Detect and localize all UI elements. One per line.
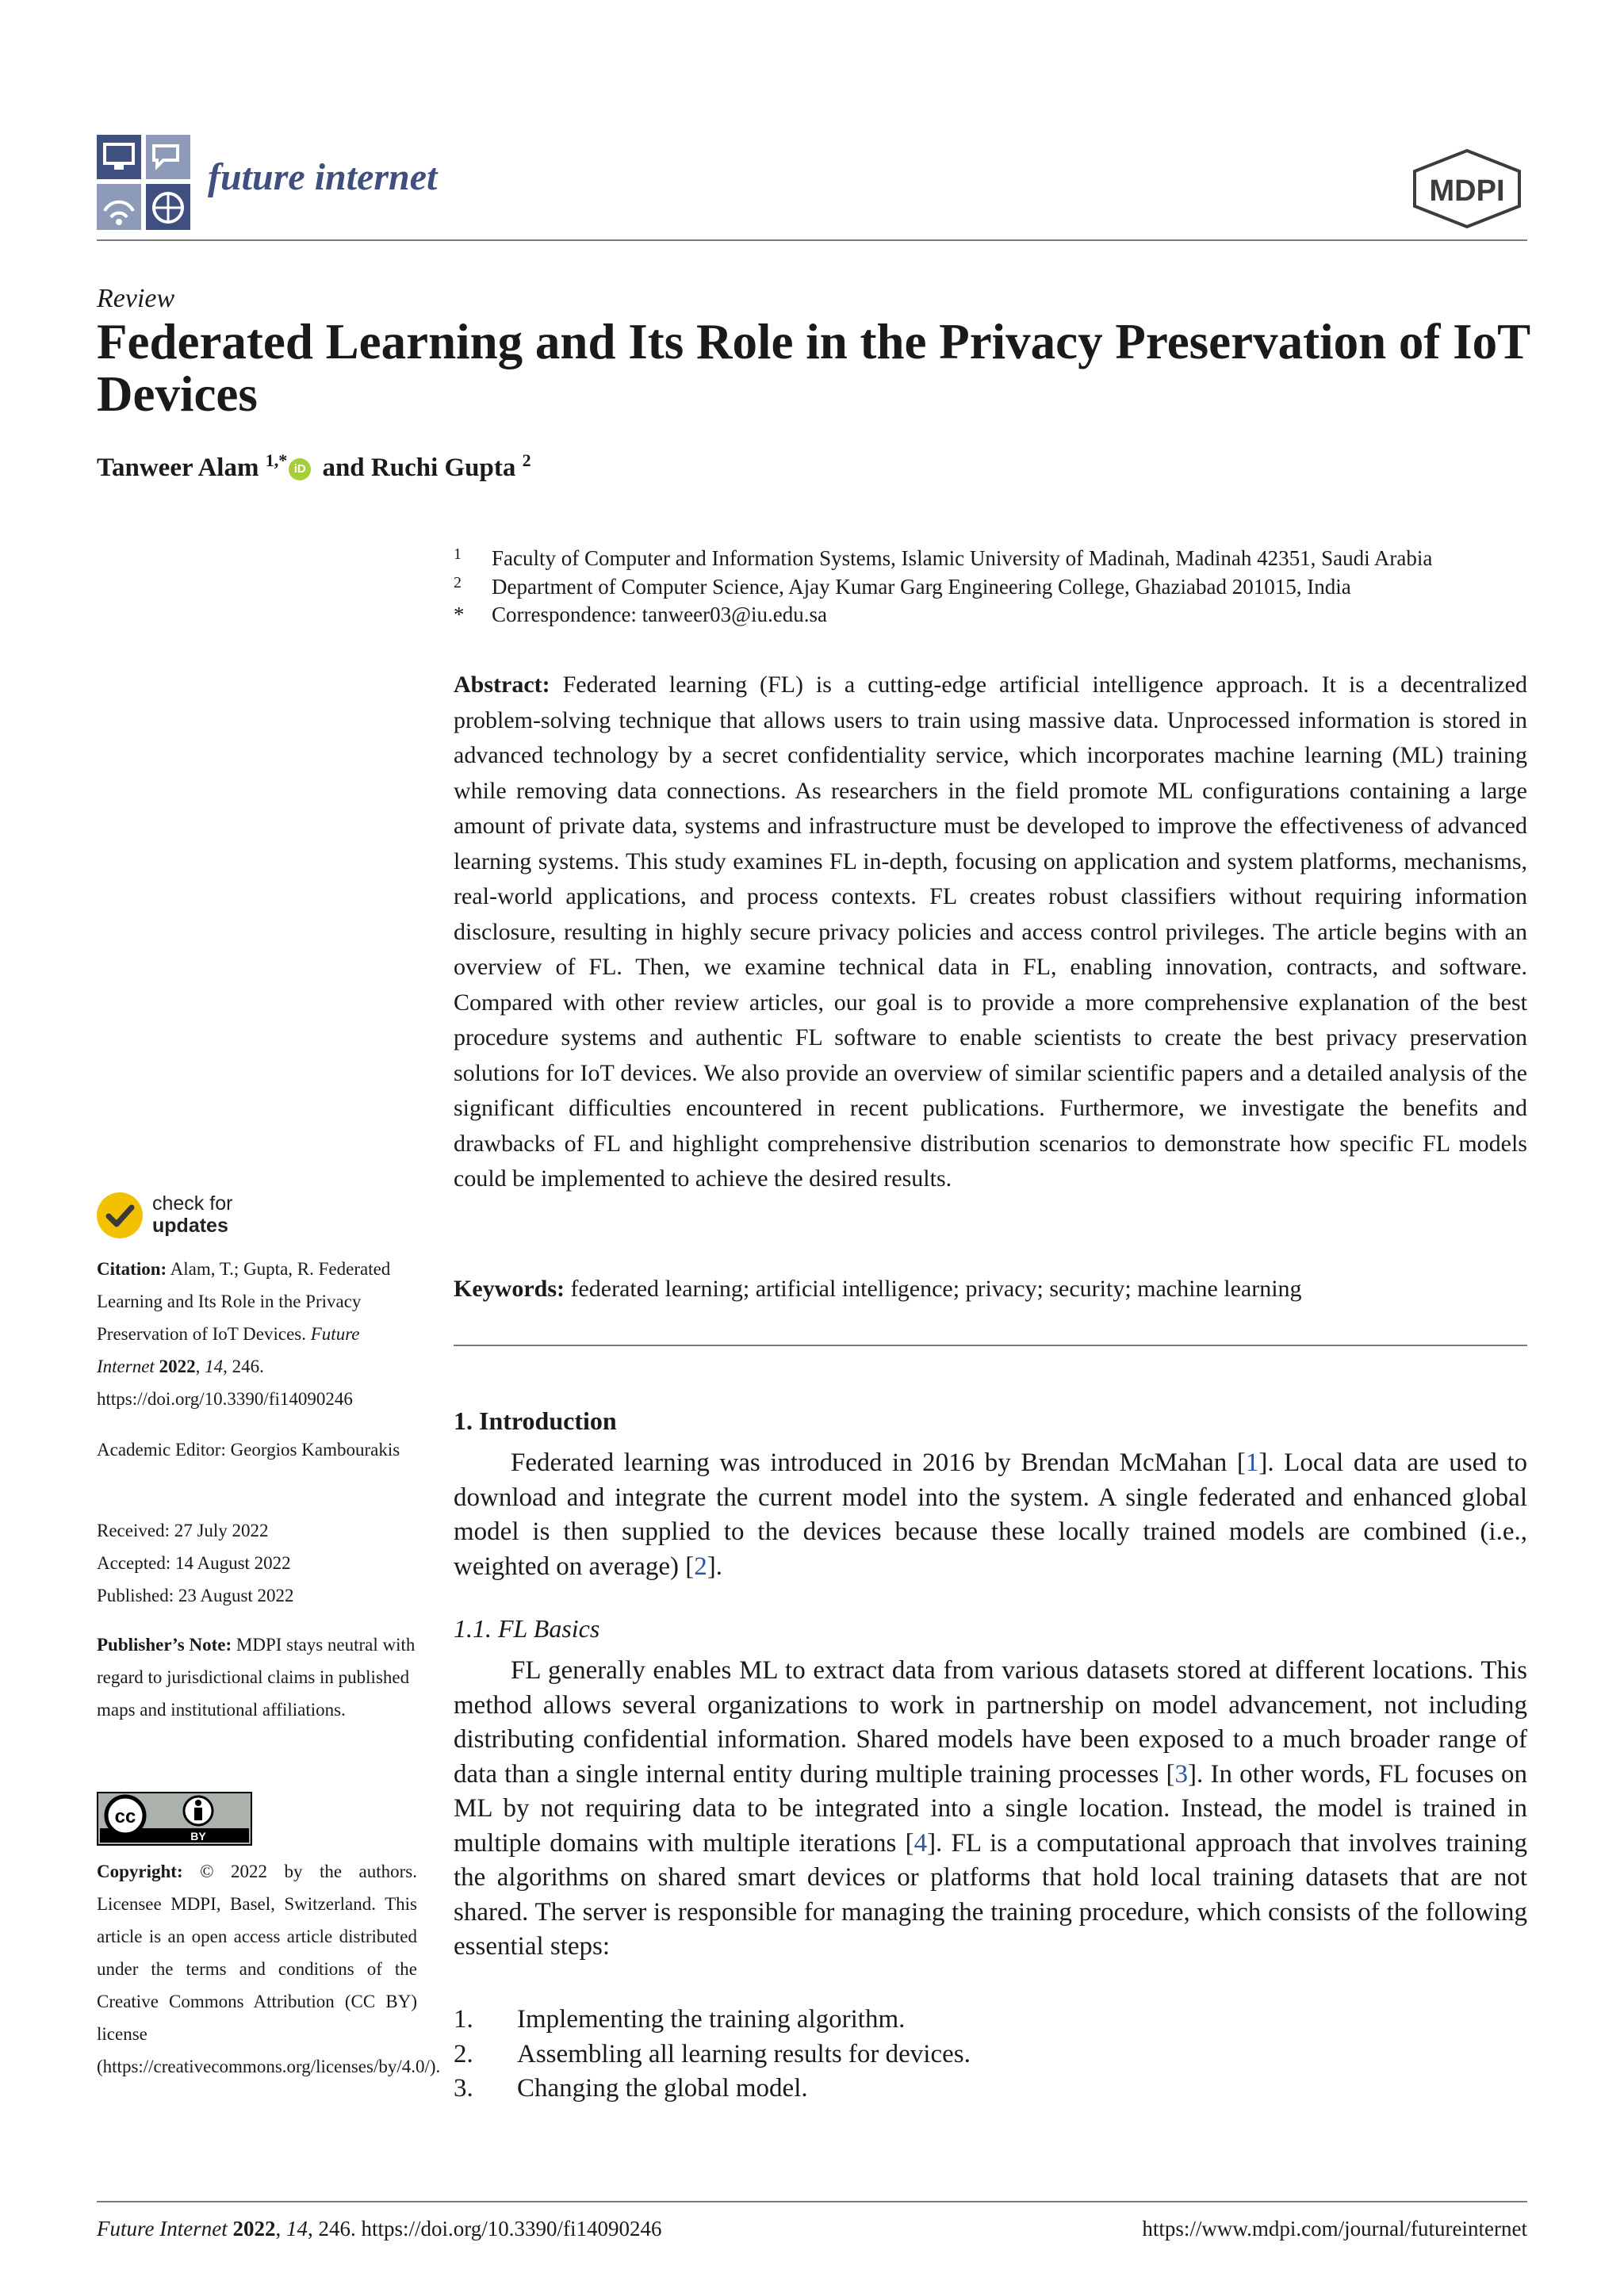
footer-volume: 14 (285, 2217, 308, 2241)
list-text: Assembling all learning results for devices. (517, 2039, 971, 2068)
check-for-updates-line: updates (152, 1215, 228, 1237)
author-name[interactable]: Tanweer Alam (97, 453, 259, 482)
citation-journal: Future Internet (97, 1324, 360, 1376)
list-number: 3. (454, 2074, 473, 2103)
steps-list (454, 2003, 1527, 2107)
article-type: Review (97, 284, 175, 313)
keywords-label: Keywords: (454, 1276, 565, 1302)
section-divider (454, 1345, 1527, 1346)
list-number: 2. (454, 2039, 473, 2068)
academic-editor: Academic Editor: Georgios Kambourakis (97, 1440, 400, 1460)
journal-name: future internet (208, 156, 438, 198)
paragraph-text: ]. FL is a computational approach that involves training the algorithms on shared smart devices or platforms that hold local training datasets that are not shared. The server is responsible for managing the training procedure, which consists of the following essential steps: (454, 1828, 1527, 1961)
author-affiliation-marks: 2 (522, 450, 531, 470)
paragraph-text: ]. (707, 1552, 723, 1581)
abstract-label: Abstract: (454, 672, 550, 698)
copyright-notice (97, 1855, 441, 2083)
check-for-updates-label (152, 1192, 232, 1237)
mdpi-logo-icon (1408, 147, 1526, 230)
footer-year: 2022 (232, 2217, 276, 2241)
publisher-note (97, 1628, 417, 1726)
abstract (454, 668, 1527, 1197)
check-for-updates-icon (97, 1192, 143, 1238)
section-heading: 1. Introduction (454, 1406, 617, 1435)
footer-divider (97, 2201, 1527, 2202)
paragraph-text: Federated learning was introduced in 2016 by Brendan McMahan [ (511, 1448, 1246, 1477)
list-item (454, 2038, 1527, 2072)
citation-link[interactable]: 1 (1245, 1448, 1259, 1477)
check-for-updates-button[interactable] (97, 1192, 287, 1248)
subsection-heading: 1.1. FL Basics (454, 1614, 600, 1643)
citation-block: Citation: Alam, T.; Gupta, R. Federated Learning and Its Role in the Privacy Preservation of IoT Devices. Future Internet 2022, 14, 246. https://doi.org/10.3390/fi14090246 (97, 1259, 391, 1409)
author-name[interactable]: Ruchi Gupta (370, 453, 516, 482)
paragraph-text: ]. In other words, FL focuses on ML by not requiring data to be integrated into a single location. Instead, the model is trained in multiple domains with multiple iterations [ (454, 1759, 1527, 1858)
published-date: Published: 23 August 2022 (97, 1586, 294, 1605)
affiliation (454, 545, 1432, 571)
citation-label: Citation: (97, 1259, 167, 1279)
article-title: Federated Learning and Its Role in the Privacy Preservation of IoT Devices (97, 314, 1530, 422)
footer-journal: Future Internet (97, 2217, 228, 2241)
affiliation (454, 574, 1351, 599)
received-date: Received: 27 July 2022 (97, 1521, 269, 1540)
footer-citation: Future Internet 2022, 14, 246. https://doi.org/10.3390/fi14090246 (97, 2217, 662, 2241)
paragraph (454, 1654, 1527, 1965)
check-for-updates-line: check for (152, 1192, 233, 1215)
orcid-icon[interactable]: iD (289, 458, 311, 480)
author-affiliation-marks: 1,* (265, 450, 288, 470)
list-item (454, 2072, 1527, 2107)
publisher-note-text: MDPI stays neutral with regard to jurisdictional claims in published maps and institutional affiliations. (97, 1635, 416, 1720)
citation-doi[interactable]: , 246. https://doi.org/10.3390/fi14090246 (97, 1357, 353, 1409)
creative-commons-by-icon[interactable] (97, 1792, 252, 1846)
paragraph-text: FL generally enables ML to extract data from various datasets stored at different locations. This method allows several organizations to work in partnership on model advancement, not including distributing confidential information. Shared models have been exposed to a much broader range of data than a single internal entity during multiple training processes [ (454, 1656, 1527, 1789)
affiliation-mark: 1 (454, 545, 462, 563)
citation-link[interactable]: 2 (694, 1552, 707, 1581)
copyright-text: © 2022 by the authors. Licensee MDPI, Basel, Switzerland. This article is an open access article distributed under the terms and conditions of the Creative Commons Attribution (CC BY) license (https://creativecommons.org/licenses/by/4.0/). (97, 1862, 441, 2076)
affiliation-text: Faculty of Computer and Information Systems, Islamic University of Madinah, Madinah 42351, Saudi Arabia (492, 546, 1433, 570)
list-text: Changing the global model. (517, 2074, 808, 2103)
citation-link[interactable]: 3 (1174, 1759, 1189, 1789)
author-list (97, 450, 531, 483)
citation-year: 2022 (159, 1357, 196, 1376)
cc-badge-by: BY (190, 1830, 206, 1843)
affiliation-mark: 2 (454, 574, 462, 591)
keywords-text: federated learning; artificial intelligence; privacy; security; machine learning (570, 1276, 1302, 1302)
author-join: and (316, 453, 371, 482)
cc-badge-cc: cc (114, 1806, 136, 1827)
header-divider (97, 239, 1527, 241)
copyright-label: Copyright: (97, 1862, 183, 1881)
article-dates (97, 1514, 417, 1612)
correspondence-mark: * (454, 603, 465, 626)
accepted-date: Accepted: 14 August 2022 (97, 1553, 291, 1573)
list-number: 1. (454, 2005, 473, 2034)
affiliation-text: Department of Computer Science, Ajay Kumar Garg Engineering College, Ghaziabad 201015, India (492, 575, 1351, 599)
footer-journal-url[interactable]: https://www.mdpi.com/journal/futureinternet (1142, 2217, 1527, 2241)
paragraph (454, 1446, 1527, 1584)
footer-doi[interactable]: , 246. https://doi.org/10.3390/fi14090246 (307, 2217, 662, 2241)
mdpi-logo-text: MDPI (1429, 174, 1505, 208)
list-item (454, 2003, 1527, 2038)
list-text: Implementing the training algorithm. (517, 2005, 906, 2034)
abstract-text: Federated learning (FL) is a cutting-edge artificial intelligence approach. It is a decentralized problem-solving technique that allows users to train using massive data. Unprocessed information is stored in advanced technology by a secret confidentiality service, which incorporates machine learning (ML) training while removing data connections. As researchers in the field promote ML configurations containing a large amount of private data, systems and infrastructure must be developed to improve the effectiveness of advanced learning systems. This study examines FL in-depth, focusing on application and system platforms, mechanisms, real-world applications, and process contexts. FL creates robust classifiers without requiring information disclosure, resulting in highly secure privacy policies and access control privileges. The article begins with an overview of FL. Then, we examine technical data in FL, enabling innovation, contracts, and software. Compared with other review articles, our goal is to provide a more comprehensive explanation of the best procedure systems and authentic FL software to enable scientists to create the best privacy preservation solutions for IoT devices. We also provide an overview of similar scientific papers and a detailed analysis of the significant difficulties encountered in recent publications. Furthermore, we investigate the benefits and drawbacks of FL and highlight comprehensive distribution scenarios to demonstrate how specific FL models could be implemented to achieve the desired results. (454, 672, 1528, 1192)
mdpi-logo (1408, 147, 1526, 230)
paragraph-text: ]. Local data are used to download and integrate the current model into the system. A single federated and enhanced global model is then supplied to the devices because these locally trained models are combined (i.e., weighted on average) [ (454, 1448, 1527, 1581)
correspondence-text[interactable]: Correspondence: tanweer03@iu.edu.sa (492, 603, 827, 626)
correspondence (454, 603, 827, 627)
publisher-note-label: Publisher’s Note: (97, 1635, 232, 1655)
future-internet-logo-icon (97, 135, 190, 230)
citation-volume: 14 (205, 1357, 224, 1376)
citation-text: Alam, T.; Gupta, R. Federated Learning and Its Role in the Privacy Preservation of IoT Devices. (97, 1259, 391, 1344)
keywords (454, 1272, 1527, 1307)
citation-link[interactable]: 4 (914, 1828, 928, 1858)
